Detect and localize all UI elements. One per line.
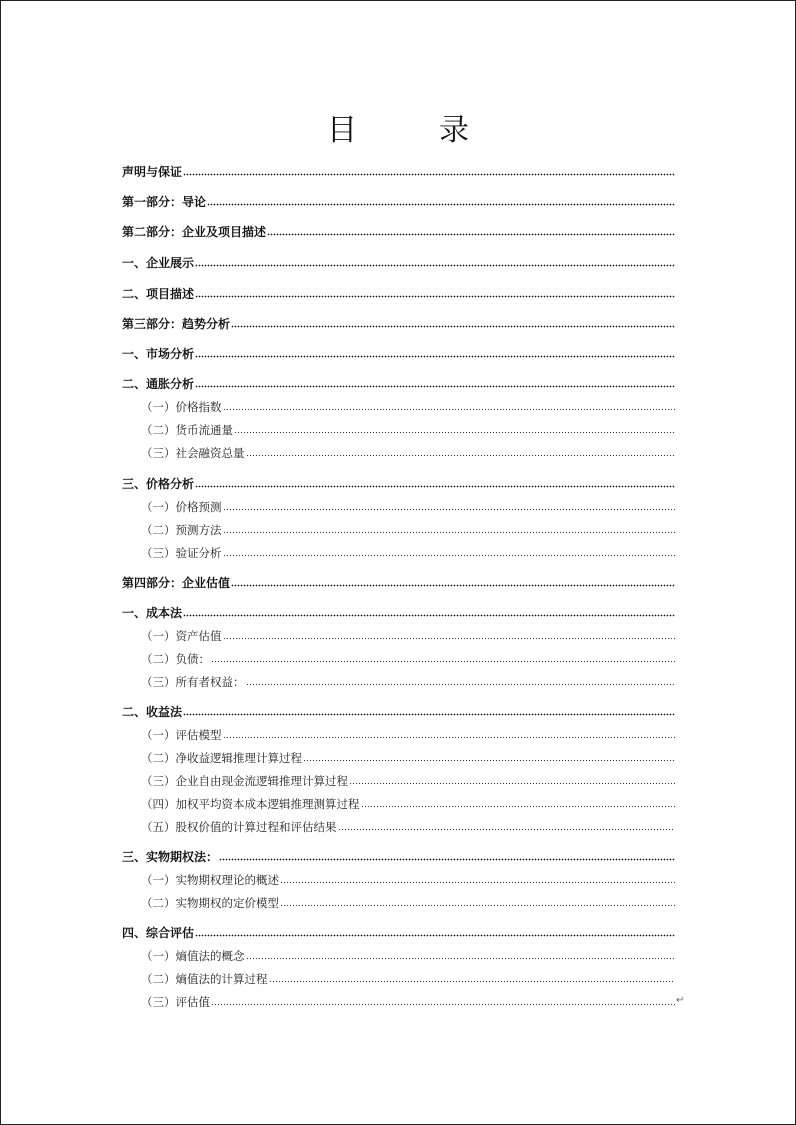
dot-leader bbox=[231, 325, 675, 328]
toc-entry-heading[interactable] bbox=[122, 604, 675, 620]
dot-leader bbox=[219, 858, 675, 861]
toc-entry-subheading[interactable] bbox=[141, 795, 675, 811]
toc-entry-label: （二）货币流通量 bbox=[141, 423, 233, 437]
dot-leader bbox=[223, 637, 676, 640]
toc-entry-label: 一、企业展示 bbox=[122, 256, 195, 270]
toc-entry-heading[interactable] bbox=[122, 285, 675, 301]
toc-entry-label: 三、实物期权法： bbox=[122, 850, 219, 864]
toc-entry-label: （一）价格指数 bbox=[141, 400, 222, 414]
dot-leader bbox=[207, 203, 675, 206]
toc-entry-heading[interactable] bbox=[122, 345, 675, 361]
dot-leader bbox=[183, 173, 675, 176]
dot-leader bbox=[183, 713, 675, 716]
dot-leader bbox=[231, 584, 675, 587]
toc-entry-label: （一）价格预测 bbox=[141, 500, 222, 514]
toc-entry-label: 二、收益法 bbox=[122, 705, 183, 719]
toc-entry-subheading[interactable] bbox=[141, 398, 675, 414]
toc-entry-label: 第四部分：企业估值 bbox=[122, 576, 231, 590]
table-of-contents bbox=[1, 1, 795, 1124]
dot-leader bbox=[223, 408, 676, 411]
toc-entry-heading[interactable] bbox=[122, 163, 675, 179]
toc-entry-subheading[interactable] bbox=[141, 650, 675, 666]
toc-entry-subheading[interactable] bbox=[141, 993, 675, 1009]
toc-entry-subheading[interactable] bbox=[141, 894, 675, 910]
toc-entry-label: （二）预测方法 bbox=[141, 523, 222, 537]
toc-entry-subheading[interactable] bbox=[141, 421, 675, 437]
toc-entry-heading[interactable] bbox=[122, 475, 675, 491]
toc-entry-label: 第三部分：趋势分析 bbox=[122, 317, 231, 331]
toc-entry-subheading[interactable] bbox=[141, 772, 675, 788]
dot-leader bbox=[267, 233, 675, 236]
toc-title: 目 录 bbox=[327, 113, 495, 148]
dot-leader bbox=[246, 454, 676, 457]
toc-entry-label: 四、综合评估 bbox=[122, 926, 195, 940]
toc-entry-label: （三）所有者权益： bbox=[141, 675, 245, 689]
toc-entry-subheading[interactable] bbox=[141, 544, 675, 560]
toc-entry-subheading[interactable] bbox=[141, 749, 675, 765]
dot-leader bbox=[211, 1003, 675, 1006]
dot-leader bbox=[195, 934, 675, 937]
dot-leader bbox=[361, 805, 676, 808]
dot-leader bbox=[223, 531, 676, 534]
toc-entry-heading[interactable] bbox=[122, 315, 675, 331]
dot-leader bbox=[223, 554, 676, 557]
toc-entry-label: （一）熵值法的概念 bbox=[141, 949, 245, 963]
dot-leader bbox=[303, 759, 675, 762]
toc-entry-label: （四）加权平均资本成本逻辑推理测算过程 bbox=[141, 797, 360, 811]
toc-entry-subheading[interactable] bbox=[141, 726, 675, 742]
toc-entry-heading[interactable] bbox=[122, 223, 675, 239]
dot-leader bbox=[280, 904, 675, 907]
toc-entry-subheading[interactable] bbox=[141, 627, 675, 643]
dot-leader bbox=[280, 881, 675, 884]
toc-entry-label: 一、市场分析 bbox=[122, 347, 195, 361]
toc-entry-label: 三、价格分析 bbox=[122, 477, 195, 491]
toc-entry-label: （二）实物期权的定价模型 bbox=[141, 896, 279, 910]
toc-entry-subheading[interactable] bbox=[141, 673, 675, 689]
dot-leader bbox=[195, 385, 675, 388]
dot-leader bbox=[211, 660, 675, 663]
toc-entry-subheading[interactable] bbox=[141, 498, 675, 514]
toc-entry-heading[interactable] bbox=[122, 193, 675, 209]
paragraph-mark-icon: ↵ bbox=[676, 995, 685, 1006]
toc-entry-label: （一）资产估值 bbox=[141, 629, 222, 643]
toc-entry-heading[interactable] bbox=[122, 375, 675, 391]
toc-entry-subheading[interactable] bbox=[141, 521, 675, 537]
dot-leader bbox=[195, 264, 675, 267]
toc-entry-label: （二）净收益逻辑推理计算过程 bbox=[141, 751, 302, 765]
dot-leader bbox=[195, 295, 675, 298]
toc-entry-label: （一）评估模型 bbox=[141, 728, 222, 742]
toc-entry-heading[interactable] bbox=[122, 574, 675, 590]
dot-leader bbox=[246, 683, 676, 686]
toc-entry-label: （一）实物期权理论的概述 bbox=[141, 873, 279, 887]
toc-entry-label: （三）企业自由现金流逻辑推理计算过程 bbox=[141, 774, 348, 788]
toc-entry-subheading[interactable] bbox=[141, 871, 675, 887]
dot-leader bbox=[269, 980, 676, 983]
toc-entry-label: 声明与保证 bbox=[122, 165, 183, 179]
dot-leader bbox=[338, 828, 676, 831]
toc-entry-label: （二）负债： bbox=[141, 652, 210, 666]
dot-leader bbox=[349, 782, 675, 785]
dot-leader bbox=[195, 485, 675, 488]
dot-leader bbox=[183, 614, 675, 617]
toc-entry-heading[interactable] bbox=[122, 254, 675, 270]
toc-entry-label: （五）股权价值的计算过程和评估结果 bbox=[141, 820, 337, 834]
toc-entry-label: 第二部分：企业及项目描述 bbox=[122, 225, 267, 239]
toc-entry-subheading[interactable] bbox=[141, 444, 675, 460]
toc-entry-label: 二、项目描述 bbox=[122, 287, 195, 301]
toc-entry-subheading[interactable] bbox=[141, 970, 675, 986]
toc-entry-label: 第一部分：导论 bbox=[122, 195, 207, 209]
toc-entry-label: （二）熵值法的计算过程 bbox=[141, 972, 268, 986]
dot-leader bbox=[234, 431, 675, 434]
toc-entry-label: （三）评估值 bbox=[141, 995, 210, 1009]
toc-entry-subheading[interactable] bbox=[141, 818, 675, 834]
toc-entry-label: 二、通胀分析 bbox=[122, 377, 195, 391]
dot-leader bbox=[195, 355, 675, 358]
toc-entry-label: （三）社会融资总量 bbox=[141, 446, 245, 460]
toc-entry-subheading[interactable] bbox=[141, 947, 675, 963]
toc-entry-heading[interactable] bbox=[122, 924, 675, 940]
toc-entry-label: 一、成本法 bbox=[122, 606, 183, 620]
dot-leader bbox=[246, 957, 676, 960]
toc-entry-heading[interactable] bbox=[122, 703, 675, 719]
dot-leader bbox=[223, 736, 676, 739]
toc-entry-heading[interactable] bbox=[122, 848, 675, 864]
dot-leader bbox=[223, 508, 676, 511]
toc-entry-label: （三）验证分析 bbox=[141, 546, 222, 560]
